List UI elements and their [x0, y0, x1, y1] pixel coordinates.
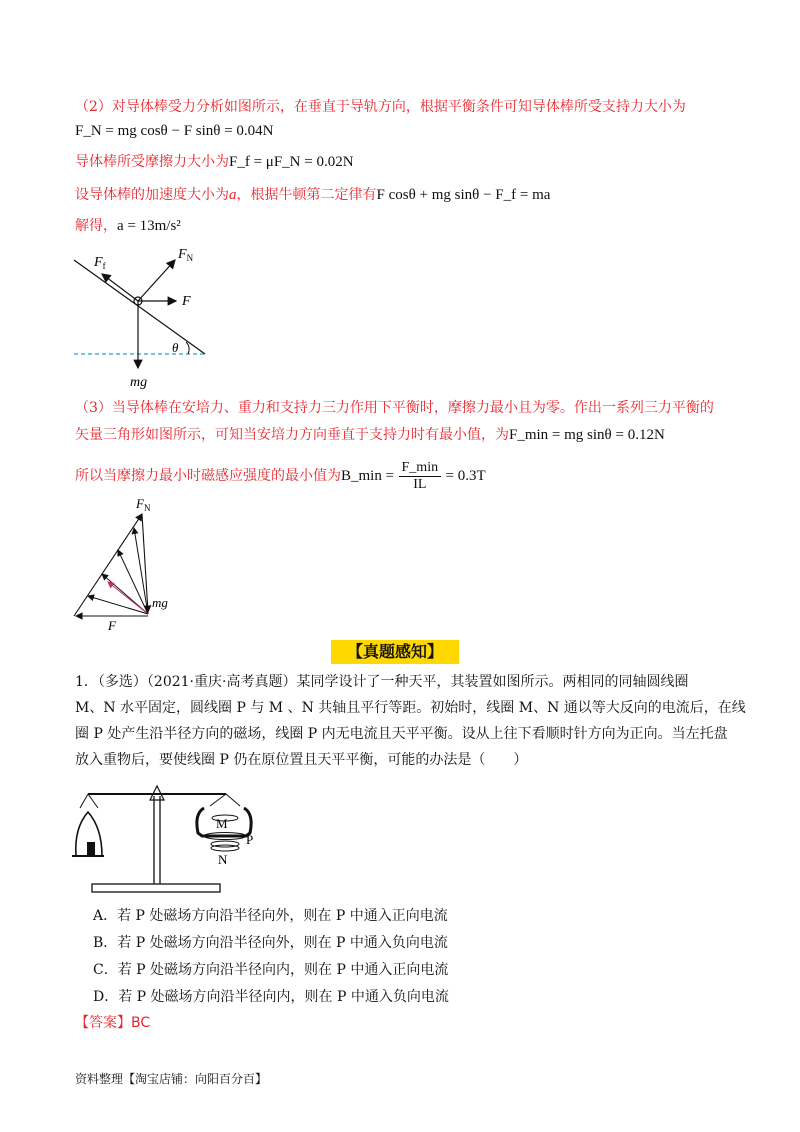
solve-text: 解得， — [75, 218, 117, 234]
friction-line — [75, 152, 354, 172]
equation-bmin-lhs: B_min = — [341, 468, 395, 484]
equation-fmin: F_min = mg sinθ = 0.12N — [509, 427, 665, 443]
equation-solution: a = 13m/s² — [117, 218, 181, 234]
question-tag: （多选） — [97, 674, 147, 690]
label-f: F — [182, 294, 191, 309]
equation-friction: F_f = μF_N = 0.02N — [229, 154, 354, 170]
solution-line — [75, 216, 181, 236]
answer-line — [75, 1013, 150, 1033]
right-hanger-a — [210, 794, 226, 806]
equation-bmin-rhs: = 0.3T — [445, 468, 486, 484]
question-line4: 放入重物后，要使线圈 P 仍在原位置且天平平衡，可能的办法是（ ） — [75, 752, 528, 768]
right-hanger-b — [226, 794, 240, 806]
vector-4 — [88, 596, 148, 614]
question-line2: M、N 水平固定，圆线圈 P 与 M 、N 共轴且平行等距。初始时，线圈 M、N 通以等大反向的电流后，在线 — [75, 700, 746, 716]
question-line1-text: 某同学设计了一种天平，其装置如图所示。两相同的同轴圆线圈 — [296, 674, 689, 690]
friction-text: 导体棒所受摩擦力大小为 — [75, 154, 229, 170]
question-line3: 圈 P 处产生沿半径方向的磁场，线圈 P 内无电流且天平平衡。设从上往下看顺时针方向为正向。当左托盘 — [75, 726, 728, 742]
section3-line2 — [75, 425, 665, 445]
section3-line2-text: 矢量三角形如图所示，可知当安培力方向垂直于支持力时有最小值，为 — [75, 427, 509, 443]
equation-newton: F cosθ + mg sinθ − F_f = ma — [376, 187, 551, 203]
left-weight-mark — [87, 842, 95, 855]
section3-line1: （3）当导体棒在安培力、重力和支持力三力作用下平衡时，摩擦力最小且为零。作出一系列三力平衡的 — [75, 400, 714, 416]
accel-variable: a — [229, 187, 237, 203]
section3-line3-text: 所以当摩擦力最小时磁感应强度的最小值为 — [75, 468, 341, 484]
section2-intro: （2）对导体棒受力分析如图所示，在垂直于导轨方向，根据平衡条件可知导体棒所受支持力大小为 — [75, 99, 686, 115]
friction-force-arrow — [102, 274, 138, 301]
balance-base — [92, 884, 220, 892]
bmin-denominator: IL — [413, 476, 427, 492]
footer-source: 资料整理【淘宝店铺：向阳百分百】 — [75, 1072, 268, 1086]
section-heading: 【真题感知】 — [331, 640, 459, 664]
equation-bmin-fraction — [399, 460, 442, 493]
bmin-numerator: F_min — [399, 460, 442, 477]
option-a[interactable]: A．若 P 处磁场方向沿半径向外，则在 P 中通入正向电流 — [93, 908, 448, 924]
label-mg: mg — [130, 375, 148, 390]
option-b[interactable]: B．若 P 处磁场方向沿半径向外，则在 P 中通入负向电流 — [93, 935, 448, 951]
left-hanger-b — [88, 794, 98, 808]
accel-text-b: ，根据牛顿第二定律有 — [236, 187, 377, 203]
question-line1 — [75, 672, 688, 692]
equation-support-force: F_N = mg cosθ − F sinθ = 0.04N — [75, 123, 274, 139]
answer-value: BC — [131, 1015, 151, 1031]
vector-min — [108, 582, 148, 614]
label-ff: $F_f$ — [94, 255, 106, 271]
vector-triangle-diagram — [60, 492, 200, 632]
answer-label: 【答案】 — [75, 1015, 131, 1031]
vector-2 — [118, 550, 148, 614]
label-p: P — [246, 832, 254, 847]
coil-n-2 — [211, 845, 239, 851]
label-m: M — [216, 816, 228, 831]
question-source: （2021·重庆·高考真题） — [146, 674, 297, 690]
left-hanger-a — [80, 794, 88, 808]
label-theta: θ — [172, 340, 179, 355]
angle-arc — [186, 342, 189, 354]
section3-line3 — [75, 458, 486, 494]
option-d[interactable]: D．若 P 处磁场方向沿半径向内，则在 P 中通入负向电流 — [93, 989, 449, 1005]
accel-text-a: 设导体棒的加速度大小为 — [75, 187, 229, 203]
question-number: 1． — [75, 674, 98, 690]
label-mg-2: mg — [152, 595, 168, 610]
label-f-2: F — [108, 618, 116, 633]
label-n: N — [218, 852, 228, 867]
force-diagram-incline — [60, 240, 260, 390]
label-fn-2: $F_N$ — [136, 496, 151, 513]
balance-diagram — [70, 778, 254, 898]
newton-line — [75, 185, 550, 205]
normal-force-arrow — [138, 260, 175, 301]
label-fn: $F_N$ — [178, 247, 194, 263]
option-c[interactable]: C．若 P 处磁场方向沿半径向内，则在 P 中通入正向电流 — [93, 962, 449, 978]
